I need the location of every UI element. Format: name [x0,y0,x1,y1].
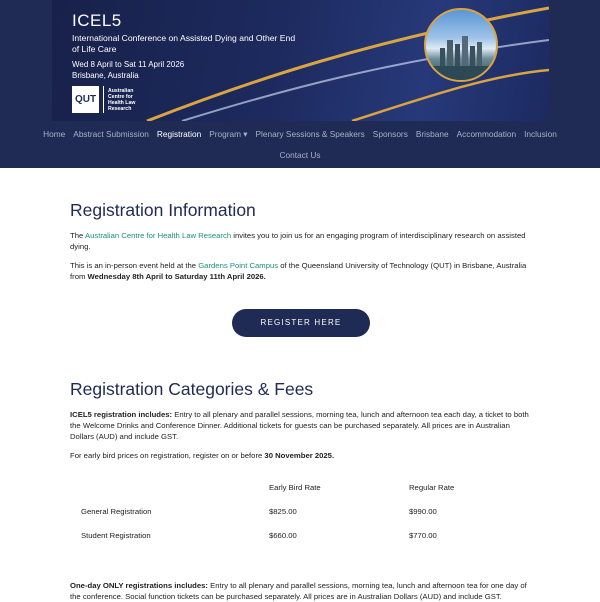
row-category: Student Registration [81,530,151,540]
qut-logo-mark: QUT [72,86,99,113]
one-day-text: Entry to all plenary and parallel sessions, morning tea, lunch and afternoon tea for one day of the conference. Social function tickets can be purchased separately. All prices are in Australian Dollars (AUD) and include GST. [70,581,527,601]
site-header [0,0,600,168]
includes-label: ICEL5 registration includes: [70,410,173,419]
fees-table [70,475,532,547]
row-early-bird-price: $825.00 [269,506,297,516]
early-bird-paragraph [70,450,532,461]
nav-registration[interactable]: Registration [156,129,202,139]
brisbane-skyline-photo [424,8,498,82]
banner-location: Brisbane, Australia [72,71,139,80]
one-day-paragraph [70,580,532,602]
event-dates-bold: Wednesday 8th April to Saturday 11th April 2026. [87,272,266,281]
gardens-point-link[interactable]: Gardens Point Campus [198,261,279,270]
row-regular-price: $770.00 [409,530,437,540]
includes-text: Entry to all plenary and parallel sessions, morning tea, lunch and afternoon tea each day, a ticket to both the Welcome Drinks and Conference Dinner. Additional tickets for guests can be purchased separately. All prices are in Australian Dollars (AUD) and include GST. [70,410,529,441]
early-bird-deadline: 30 November 2025. [264,451,335,460]
registration-heading: Registration Information [70,200,256,220]
nav-brisbane[interactable]: Brisbane [415,129,449,139]
row-category: General Registration [81,506,152,516]
nav-program-dropdown[interactable]: Program ▾ [209,129,248,139]
intro-text-end: invites you to join us for an engaging program of interdisciplinary research on assisted dying. [70,231,526,251]
register-here-button[interactable]: REGISTER HERE [232,309,370,337]
intro-paragraph [70,230,532,252]
nav-inclusion[interactable]: Inclusion [524,129,557,139]
banner-title: ICEL5 [72,11,122,30]
table-header-regular: Regular Rate [409,482,455,492]
banner-subtitle: International Conference on Assisted Dying and Other End of Life Care [72,33,296,54]
table-row [70,499,532,523]
qut-logo[interactable] [72,86,148,113]
nav-home[interactable]: Home [43,129,66,139]
main-navigation [0,128,600,161]
nav-plenary-sessions[interactable]: Plenary Sessions & Speakers [255,129,365,139]
banner-dates-location [72,59,184,81]
logo-text: Australian Centre for Health Law Research [108,87,136,112]
venue-paragraph [70,260,532,282]
includes-paragraph [70,409,532,442]
row-early-bird-price: $660.00 [269,530,297,540]
row-regular-price: $990.00 [409,506,437,516]
table-row [70,523,532,547]
intro-text-start: The [70,231,85,240]
main-content [70,168,532,602]
venue-text-start: This is an in-person event held at the [70,261,199,270]
conference-banner [52,0,549,121]
table-header-row [70,475,532,499]
venue-text-middle: of the Queensland University of Technology (QUT) in Brisbane, Australia from [70,261,527,281]
one-day-label: One-day ONLY registrations includes: [70,581,208,590]
acHLR-link[interactable]: Australian Centre for Health Law Research [84,231,232,240]
nav-sponsors[interactable]: Sponsors [372,129,408,139]
nav-contact-us[interactable]: Contact Us [279,150,321,160]
table-header-blank [70,475,269,499]
table-header-early-bird: Early Bird Rate [269,482,321,492]
banner-dates: Wed 8 April to Sat 11 April 2026 [72,60,185,69]
early-bird-text: For early bird prices on registration, register on or before [70,451,265,460]
nav-abstract-submission[interactable]: Abstract Submission [73,129,149,139]
logo-divider [103,86,104,113]
nav-accommodation[interactable]: Accommodation [456,129,517,139]
fees-heading: Registration Categories & Fees [70,379,314,399]
